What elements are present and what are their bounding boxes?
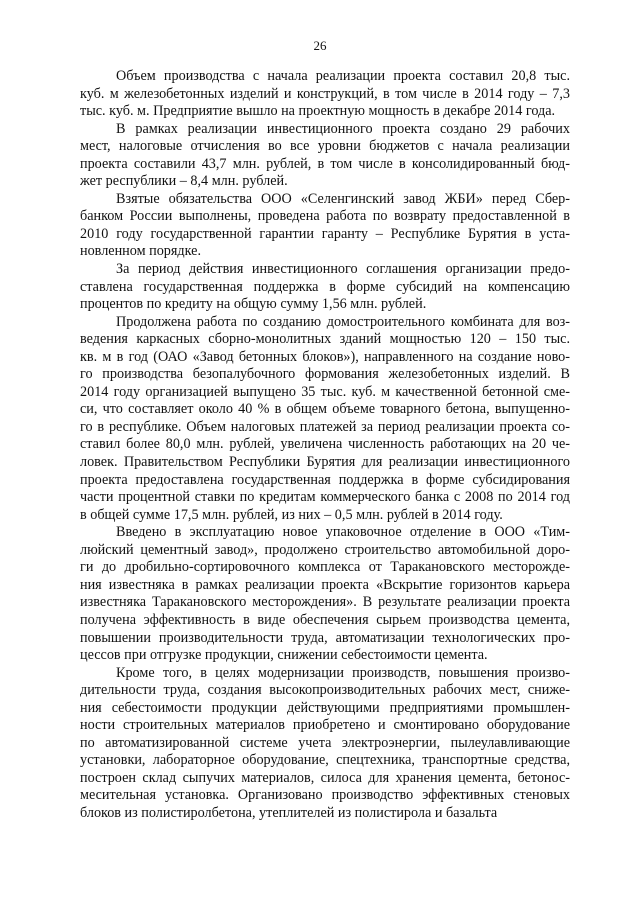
text-line: установки, лабораторное оборудование, спецтехника, транспортные средства, (80, 752, 570, 769)
paragraph-state-support (80, 261, 570, 314)
text-line: Продолжена работа по созданию домостроительного комбината для воз- (116, 313, 570, 330)
text-line: новленном порядке. (80, 243, 202, 260)
text-line: дительности труда, создания высокопроизводительных рабочих мест, сниже- (80, 682, 570, 699)
paragraph-obligations (80, 191, 570, 261)
text-line: си, что составляет около 40 % в общем объеме товарного бетона, выпущенно- (80, 401, 570, 418)
page-number: 26 (313, 38, 327, 53)
text-line: процентов по кредиту на общую сумму 1,56 млн. рублей. (80, 296, 427, 313)
text-line: ния известняка в рамках реализации проекта «Вскрытие горизонтов карьера (80, 576, 570, 593)
text-line: тыс. куб. м. Предприятие вышло на проектную мощность в декабре 2014 года. (80, 103, 556, 120)
text-line: Взятые обязательства ООО «Селенгинский завод ЖБИ» перед Сбер- (116, 190, 570, 207)
text-body (80, 68, 570, 823)
text-line: ги до дробильно-сортировочного комплекса от Таракановского месторожде- (80, 559, 570, 576)
paragraph-housing-plant (80, 314, 570, 525)
text-line: Кроме того, в целях модернизации производств, повышения произво- (116, 664, 570, 681)
text-line: по автоматизированной системе учета электроэнергии, пылеулавливающие (80, 734, 570, 751)
text-line: ловек. Правительством Республики Бурятия для реализации инвестиционного (80, 454, 570, 471)
text-line: В рамках реализации инвестиционного проекта создано 29 рабочих (116, 120, 570, 137)
text-line: проекта предоставлена государственная поддержка в форме субсидирования (80, 471, 570, 488)
text-line: ности строительных материалов приобретено и смонтировано оборудование (80, 717, 570, 734)
text-line: известняка Таракановского месторождения». В результате реализации проекта (80, 594, 570, 611)
text-line: жет республики – 8,4 млн. рублей. (80, 173, 288, 190)
text-line: куб. м железобетонных изделий и конструкций, в том числе в 2014 году – 7,3 (80, 85, 570, 102)
text-line: повышении производительности труда, автоматизации технологических про- (80, 629, 570, 646)
text-line: банком России выполнены, проведена работа по возврату предоставленной в (80, 208, 570, 225)
text-line: 2010 году государственной гарантии гаранту – Республике Бурятия в уста- (80, 225, 570, 242)
text-line: Объем производства с начала реализации проекта составил 20,8 тыс. (116, 68, 570, 84)
text-line: цессов при отгрузке продукции, снижении себестоимости цемента. (80, 647, 488, 664)
text-line: построен склад сыпучих материалов, силоса для хранения цемента, бетонос- (80, 769, 570, 786)
paragraph-production-volume (80, 68, 570, 121)
text-line: 2014 году организацией выпущено 35 тыс. куб. м качественной бетонной сме- (80, 383, 570, 400)
text-line: ставлена государственная поддержка в форме субсидий на компенсацию (80, 278, 570, 295)
text-line: получена эффективность в виде обеспечения сырьем производства цемента, (80, 611, 570, 628)
text-line: люйский цементный завод», продолжено строительство автомобильной доро- (80, 541, 570, 558)
text-line: Введено в эксплуатацию новое упаковочное отделение в ООО «Тим- (116, 524, 570, 541)
text-line: месительная установка. Организовано производство эффективных стеновых (80, 787, 570, 804)
text-line: проекта составили 43,7 млн. рублей, в том числе в консолидированный бюд- (80, 155, 570, 172)
text-line: ния себестоимости продукции действующими предприятиями промышлен- (80, 699, 570, 716)
text-line: мест, налоговые отчисления во все уровни бюджетов с начала реализации (80, 138, 570, 155)
text-line: ставил более 80,0 млн. рублей, увеличена численность работающих на 20 че- (80, 436, 570, 453)
text-line: блоков из полистиролбетона, утеплителей из полистирола и базальта (80, 804, 498, 821)
text-line: го производства безопалубочного формования железобетонных изделий. В (80, 366, 570, 383)
paragraph-modernization (80, 665, 570, 823)
text-line: кв. м в год (ОАО «Завод бетонных блоков»), направленного на создание ново- (80, 348, 570, 365)
text-line: в общей сумме 17,5 млн. рублей, из них – 0,5 млн. рублей в 2014 году. (80, 506, 503, 523)
text-line: ведения каркасных сборно-монолитных зданий мощностью 120 – 150 тыс. (80, 331, 570, 348)
paragraph-cement-plant (80, 524, 570, 664)
text-line: го в республике. Объем налоговых платежей за период реализации проекта со- (80, 418, 570, 435)
paragraph-jobs-taxes (80, 121, 570, 191)
text-line: части процентной ставки по кредитам коммерческого банка с 2008 по 2014 год (80, 489, 570, 506)
text-line: За период действия инвестиционного соглашения организации предо- (116, 261, 570, 278)
